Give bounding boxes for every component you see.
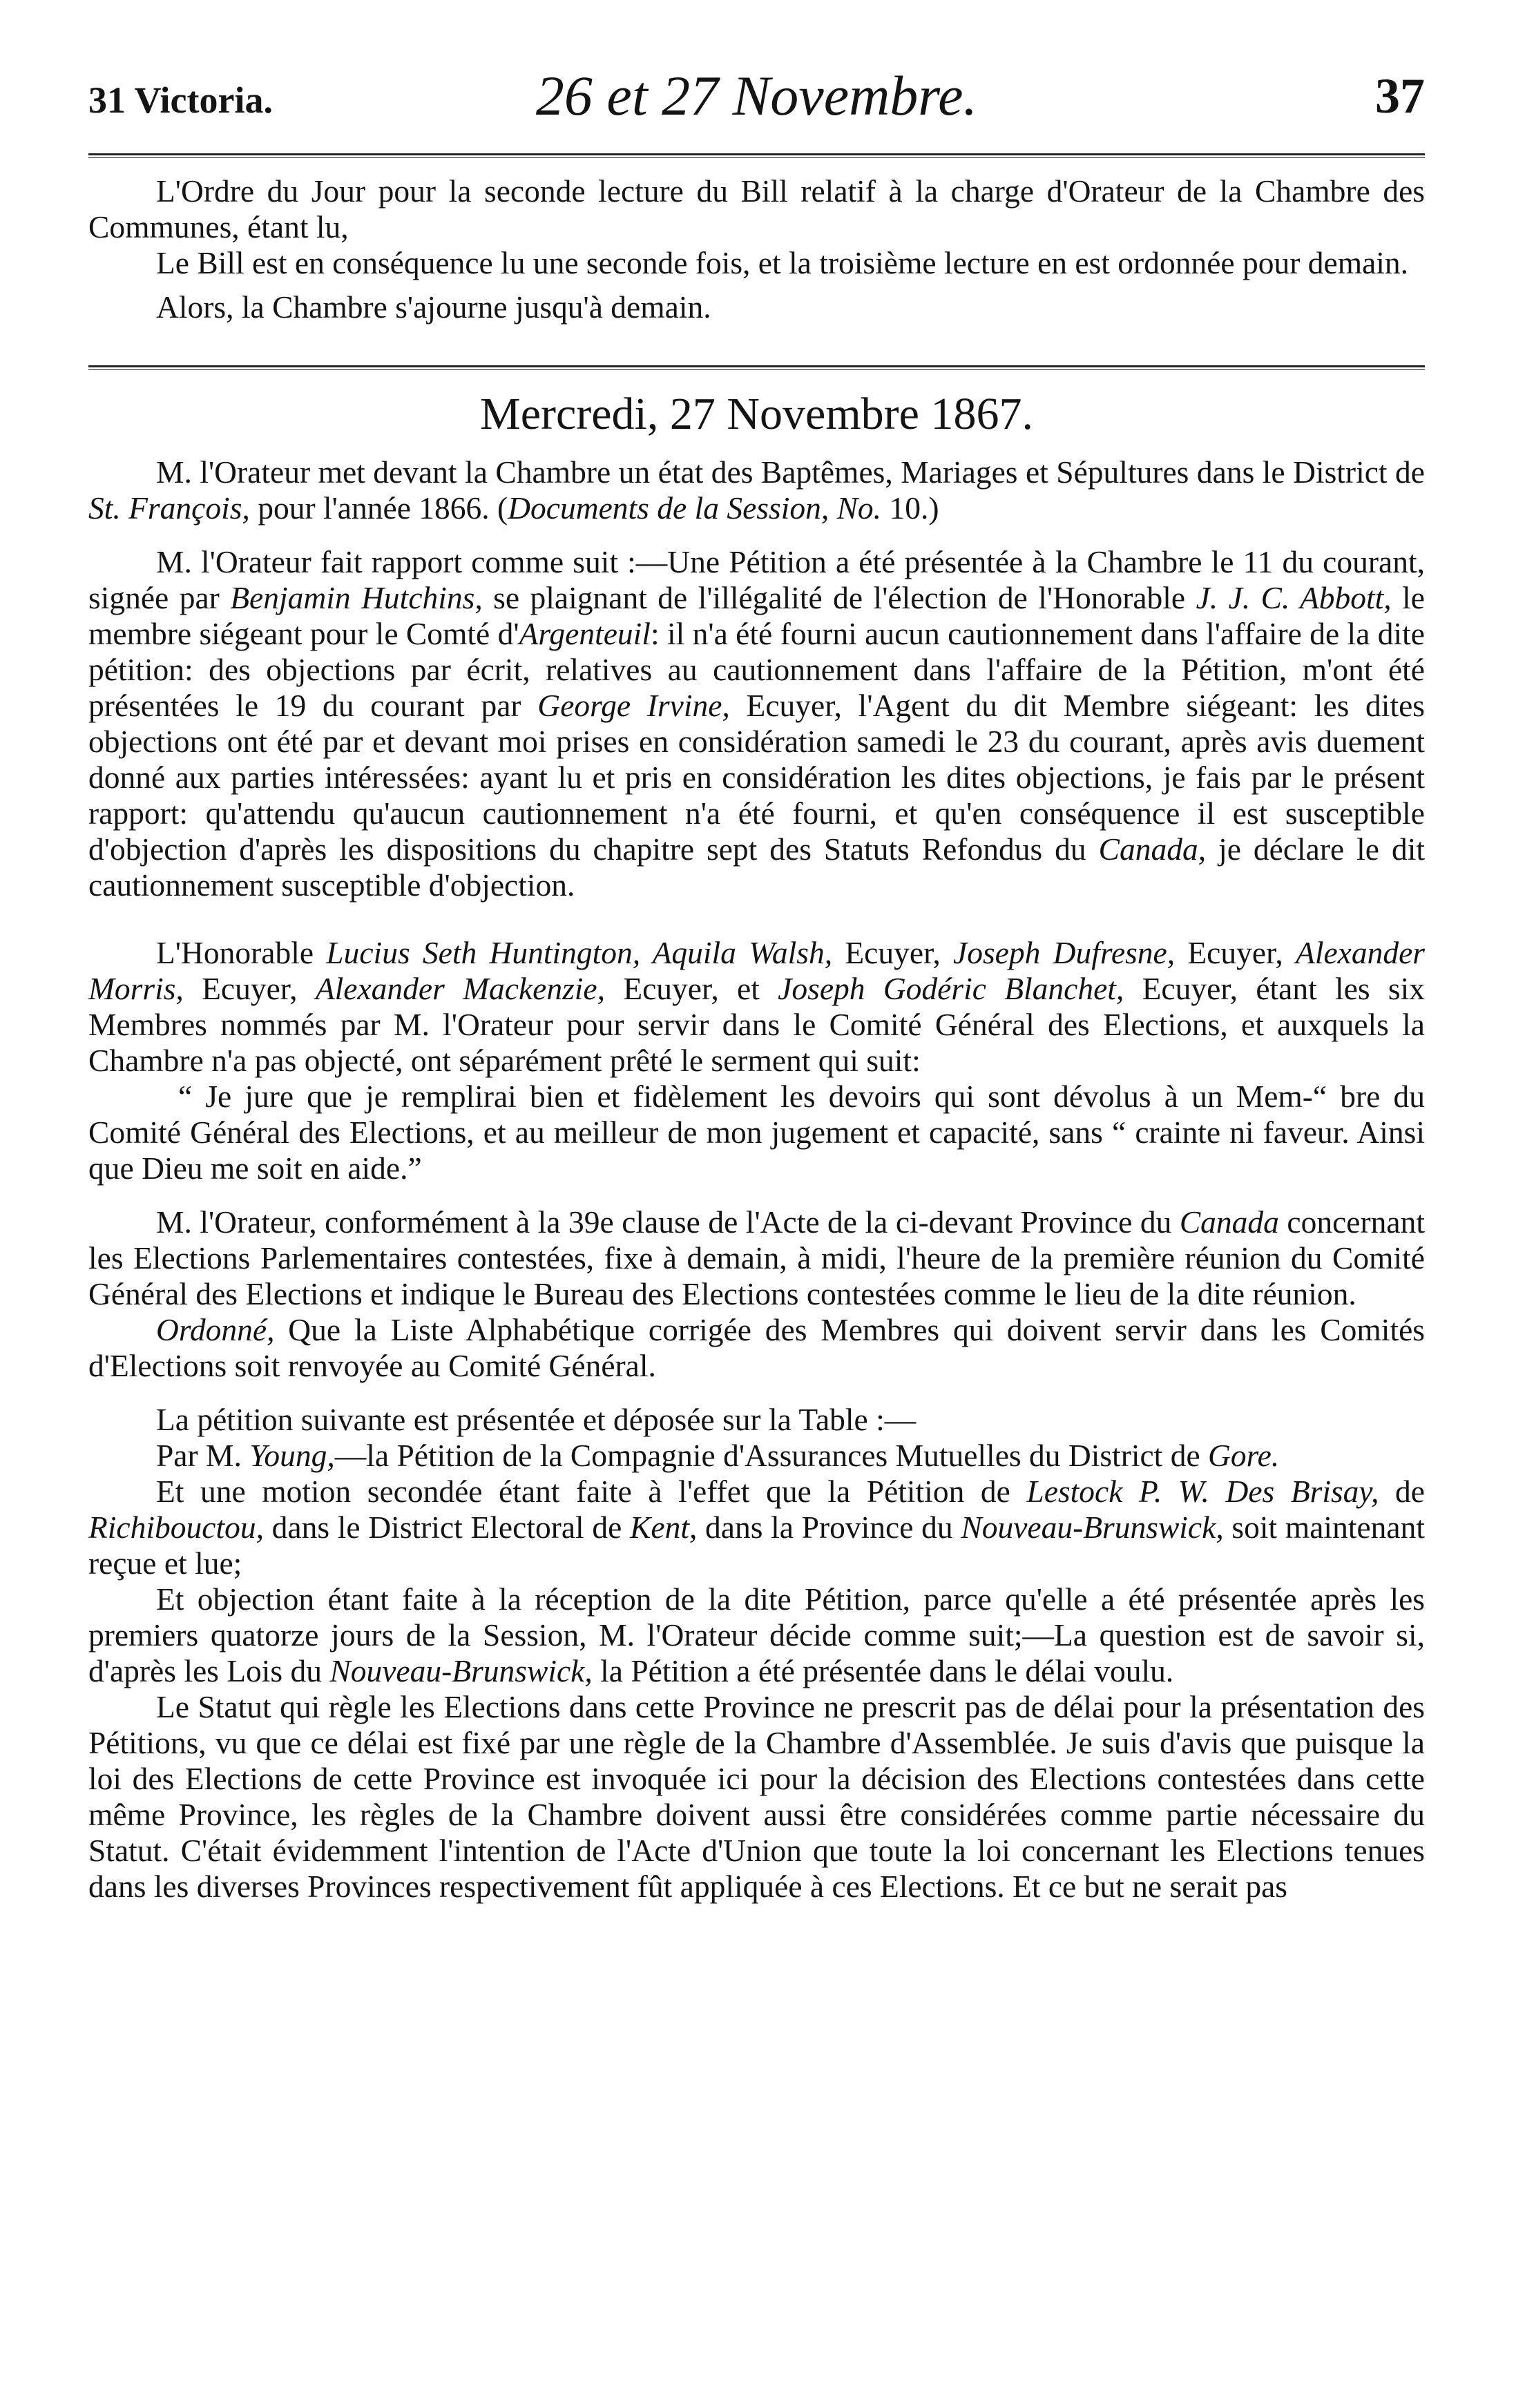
text: Et une motion secondée étant faite à l'effet que la Pétition de	[156, 1474, 1027, 1509]
body-text-main	[88, 454, 1425, 1905]
text: Par M.	[156, 1438, 250, 1473]
text: dans la Province du	[697, 1510, 961, 1545]
place-name: St. François,	[88, 490, 250, 526]
paragraph-ordonne	[88, 1312, 1425, 1384]
paragraph-baptemes	[88, 454, 1425, 526]
ordonne-label: Ordonné,	[156, 1312, 275, 1347]
text: la Pétition a été présentée dans le délai voulu.	[592, 1653, 1174, 1688]
text: Ecuyer,	[183, 971, 316, 1006]
body-text	[88, 173, 1425, 325]
text: : il n'a été fourni aucun cautionnement dans l'affaire de la dite pétition: des objections par écrit, relatives au cautionnement dans l'affaire de la Pétition, m'ont été présentées le 19 du courant par	[88, 616, 1426, 723]
section-rule	[88, 365, 1425, 370]
text: pour l'année 1866. (	[249, 490, 508, 526]
text: Ecuyer, et	[605, 971, 778, 1006]
text: L'Honorable	[156, 935, 327, 970]
text: M. l'Orateur met devant la Chambre un état des Baptêmes, Mariages et Sépultures dans le District de	[156, 454, 1425, 490]
text: —la Pétition de la Compagnie d'Assurances Mutuelles du District de	[334, 1438, 1209, 1473]
running-title: 26 et 27 Novembre.	[535, 64, 978, 127]
paragraph-statut: Le Statut qui règle les Elections dans cette Province ne prescrit pas de délai pour la présentation des Pétitions, vu que ce délai est fixé par une règle de la Chambre d'Assemblée. Je suis d'avis que puisque la loi des Elections de cette Province est invoquée ici pour la décision des Elections contestées dans cette même Province, les règles de la Chambre doivent aussi être considérées comme partie nécessaire du Statut. C'était évidemment l'intention de l'Acte d'Union que toute la loi concernant les Elections tenues dans les diverses Provinces respectivement fût appliquée à ces Elections. Et ce but ne serait pas	[88, 1689, 1425, 1904]
place-name: Gore.	[1208, 1438, 1280, 1473]
paragraph-premiere-reunion	[88, 1204, 1425, 1312]
text: M. l'Orateur, conformément à la 39e clause de l'Acte de la ci-devant Province du	[156, 1204, 1180, 1240]
person-name: Alexander Morris,	[88, 935, 1426, 1006]
place-name: Canada,	[1098, 831, 1207, 867]
text: concernant les Elections Parlementaires contestées, fixe à demain, à midi, l'heure de la première réunion du Comité Général des Elections et indique le Bureau des Elections contestées comme le lieu de la dite réunion.	[88, 1204, 1425, 1311]
text: Ecuyer, l'Agent du dit Membre siégeant: les dites objections ont été par et devant moi prises en considération samedi le 23 du courant, après avis duement donné aux parties intéressées: ayant lu et pris en considération les dites objections, je fais par le présent rapport: qu'attendu qu'aucun cautionnement n'a été fourni, et qu'en conséquence il est susceptible d'objection d'après les dispositions du chapitre sept des Statuts Refondus du	[88, 688, 1425, 867]
person-name: J. J. C. Abbott,	[1196, 580, 1392, 615]
person-name: Benjamin Hutchins,	[230, 580, 483, 615]
text: Ecuyer,	[1175, 935, 1296, 970]
person-name: Lucius Seth Huntington, Aquila Walsh,	[326, 935, 833, 970]
place-name: Richibouctou,	[88, 1510, 264, 1545]
paragraph-rapport-orateur	[88, 544, 1425, 903]
paragraph-petition-intro: La pétition suivante est présentée et déposée sur la Table :—	[156, 1402, 917, 1437]
person-name: Young,	[249, 1438, 335, 1473]
place-name: Nouveau-Brunswick,	[961, 1510, 1224, 1545]
place-name: Canada	[1179, 1204, 1279, 1240]
paragraph-petition-young	[88, 1438, 1425, 1474]
header-rule	[88, 153, 1425, 158]
text: M. l'Orateur fait rapport comme suit :—Une Pétition a été présentée à la Chambre le 11 du courant, signée par	[88, 544, 1425, 615]
text: le membre siégeant pour le Comté d'	[88, 580, 1425, 651]
person-name: Alexander Mackenzie,	[315, 971, 606, 1006]
text: dans le District Electoral de	[263, 1510, 631, 1545]
text: Et objection étant faite à la réception de la dite Pétition, parce qu'elle a été présentée après les premiers quatorze jours de la Session, M. l'Orateur décide comme suit;—La question est de savoir si, d'après les Lois du	[88, 1581, 1425, 1688]
text: Que la Liste Alphabétique corrigée des Membres qui doivent servir dans les Comités d'Elections soit renvoyée au Comité Général.	[88, 1312, 1425, 1383]
text: de	[1379, 1474, 1425, 1509]
text: 10.)	[881, 490, 939, 526]
text: je déclare le dit cautionnement susceptible d'objection.	[88, 831, 1426, 903]
date-heading: Mercredi, 27 Novembre 1867.	[480, 389, 1033, 439]
place-name: Argenteuil	[519, 616, 651, 651]
person-name: Joseph Dufresne,	[953, 935, 1176, 970]
person-name: Lestock P. W. Des Brisay,	[1026, 1474, 1379, 1509]
text: Ecuyer,	[832, 935, 954, 970]
paragraph-bill-lu: Le Bill est en conséquence lu une seconde fois, et la troisième lecture en est ordonnée pour demain.	[156, 245, 1409, 280]
text: Ecuyer, étant les six Membres nommés par M. l'Orateur pour servir dans le Comité Général des Elections, et auxquels la Chambre n'a pas objecté, ont séparément prêté le serment qui suit:	[88, 971, 1426, 1078]
person-name: George Irvine,	[537, 688, 730, 723]
place-name: Nouveau-Brunswick,	[329, 1653, 593, 1688]
paragraph-ajournement: Alors, la Chambre s'ajourne jusqu'à demain.	[156, 289, 711, 325]
page-header	[88, 61, 1425, 144]
paragraph-objection	[88, 1581, 1425, 1689]
person-name: Joseph Godéric Blanchet,	[778, 971, 1124, 1006]
paragraph-membres-comite	[88, 935, 1425, 1079]
journal-page	[88, 61, 1425, 1905]
document-reference: Documents de la Session, No.	[508, 490, 882, 526]
page-number: 37	[1375, 68, 1425, 124]
text: soit maintenant reçue et lue;	[88, 1510, 1425, 1581]
paragraph-ordre-du-jour: L'Ordre du Jour pour la seconde lecture du Bill relatif à la charge d'Orateur de la Chambre des Communes, étant lu,	[88, 173, 1425, 244]
regnal-year: 31 Victoria.	[88, 79, 273, 121]
text: se plaignant de l'illégalité de l'élection de l'Honorable	[482, 580, 1196, 615]
paragraph-motion	[88, 1474, 1425, 1581]
place-name: Kent,	[630, 1510, 698, 1545]
oath-quote: “ Je jure que je remplirai bien et fidèlement les devoirs qui sont dévolus à un Mem-“ bre du Comité Général des Elections, et au meilleur de mon jugement et capacité, sans “ crainte ni faveur. Ainsi que Dieu me soit en aide.”	[88, 1079, 1425, 1186]
